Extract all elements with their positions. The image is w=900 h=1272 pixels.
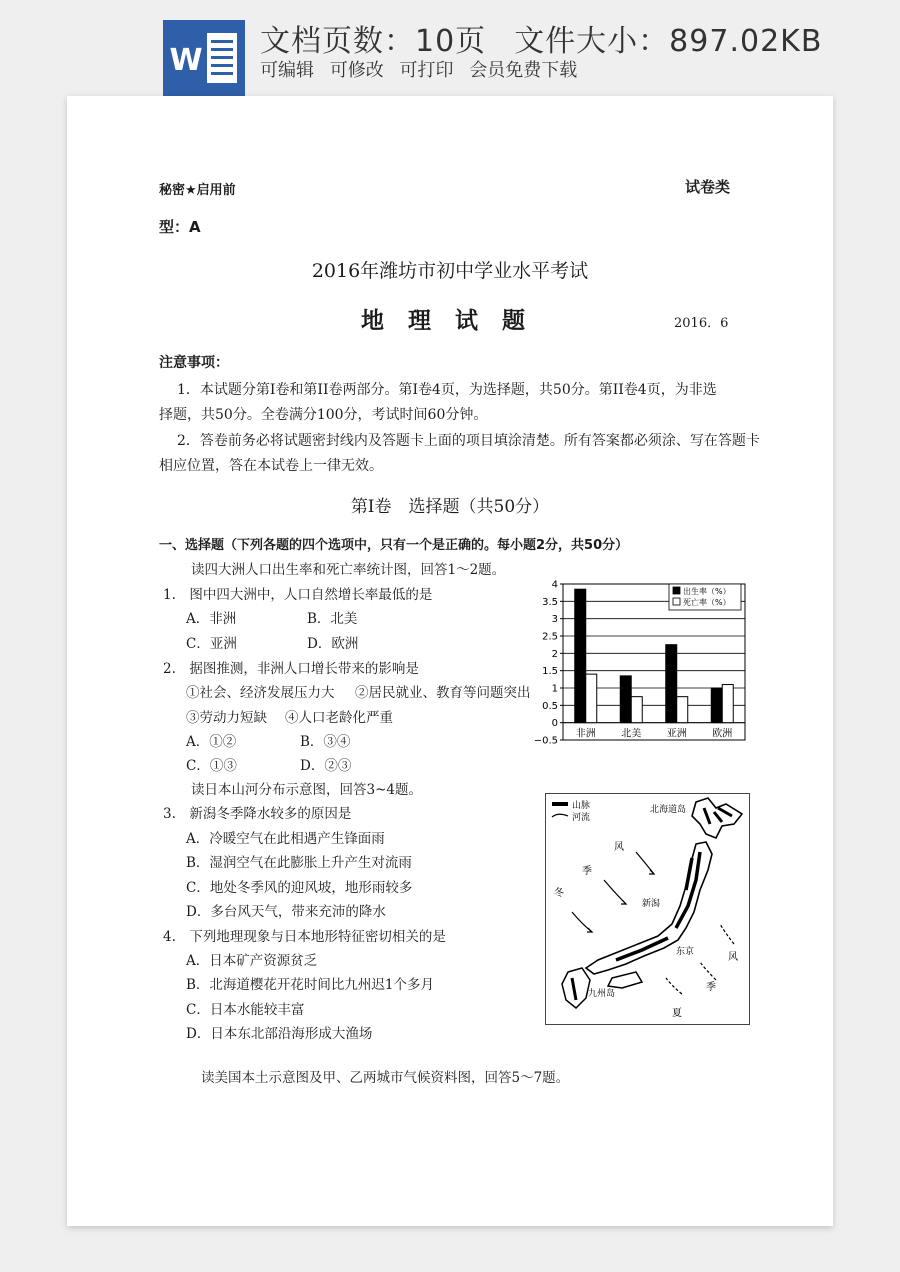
chart-category-label: 欧洲 xyxy=(712,728,733,740)
chart-y-tick-label: 0 xyxy=(551,718,558,730)
question-3: 3. 新潟冬季降水较多的原因是 xyxy=(163,806,352,822)
chart-y-tick-label: 4 xyxy=(551,579,558,591)
q2-option-a: A．①② xyxy=(186,734,237,750)
chart-bar xyxy=(677,697,688,723)
q3-option-c: C．地处冬季风的迎风坡，地形雨较多 xyxy=(186,880,413,896)
intro-q3-4: 读日本山河分布示意图，回答3~4题。 xyxy=(191,782,422,798)
paper-type-a: 试卷类 xyxy=(685,178,731,196)
chart-bar xyxy=(711,688,722,723)
intro-q1-2: 读四大洲人口出生率和死亡率统计图，回答1～2题。 xyxy=(191,562,506,578)
q2-option-d: D．②③ xyxy=(300,758,352,774)
winter-monsoon-arrowhead xyxy=(621,900,626,904)
legend-mountain: 山脉 xyxy=(572,801,591,811)
chart-bar xyxy=(620,676,631,723)
chart-y-tick-label: 2.5 xyxy=(542,631,558,643)
summer-monsoon-char: 风 xyxy=(728,952,738,963)
q2-statement-1: ①社会、经济发展压力大 xyxy=(186,685,335,701)
feature-editable: 可编辑 xyxy=(260,60,314,81)
chart-y-tick-label: 1 xyxy=(551,683,558,695)
river-legend-symbol xyxy=(552,814,568,817)
feature-printable: 可打印 xyxy=(399,60,454,81)
chart-bar xyxy=(722,685,733,723)
winter-monsoon-char: 季 xyxy=(582,866,592,877)
exam-title: 2016年潍坊市初中学业水平考试 xyxy=(311,260,589,282)
q1-option-d: D．欧洲 xyxy=(307,636,359,652)
shikoku-island xyxy=(608,972,642,988)
intro-q5-7: 读美国本土示意图及甲、乙两城市气候资料图，回答5～7题。 xyxy=(201,1070,570,1086)
document-info-banner xyxy=(0,0,900,96)
notice-2-line-2: 相应位置，答在本试卷上一律无效。 xyxy=(159,458,383,474)
section-1-heading: 一、选择题（下列各题的四个选项中，只有一个是正确的。每小题2分，共50分） xyxy=(159,538,629,553)
summer-monsoon-arrow xyxy=(700,962,716,980)
q3-option-a: A．冷暖空气在此相遇产生锋面雨 xyxy=(186,831,385,847)
chart-legend-swatch xyxy=(673,598,680,605)
chart-y-tick-label: 1.5 xyxy=(542,666,558,678)
q3-option-b: B．湿润空气在此膨胀上升产生对流雨 xyxy=(186,855,412,871)
notice-1-line-1: 1．本试题分第Ⅰ卷和第II卷两部分。第Ⅰ卷4页，为选择题，共50分。第II卷4页，为非选 xyxy=(177,382,717,398)
paper-type-b: 型：A xyxy=(159,218,201,236)
q2-option-b: B．③④ xyxy=(300,734,351,750)
chart-category-label: 北美 xyxy=(621,728,642,740)
chart-bar xyxy=(586,674,597,723)
document-page xyxy=(67,96,833,1226)
notice-title: 注意事项： xyxy=(159,355,229,371)
q1-option-b: B．北美 xyxy=(307,611,358,627)
chart-y-tick-label: 3.5 xyxy=(542,596,558,608)
label-niigata: 新潟 xyxy=(642,899,661,909)
birth-death-rate-chart xyxy=(531,578,753,756)
chart-y-tick-label: 0.5 xyxy=(542,700,558,712)
banner-title xyxy=(260,16,822,60)
q4-option-b: B．北海道樱花开花时间比九州迟1个多月 xyxy=(186,977,435,993)
subject-title: 地 理 试 题 xyxy=(361,307,534,334)
chart-legend-label: 死亡率（%） xyxy=(683,598,731,607)
word-document-icon xyxy=(163,20,245,96)
winter-monsoon-char: 冬 xyxy=(554,888,564,899)
question-1: 1. 图中四大洲中，人口自然增长率最低的是 xyxy=(163,587,433,603)
summer-monsoon-arrow xyxy=(666,978,682,994)
label-hokkaido: 北海道岛 xyxy=(650,805,687,815)
chart-bar xyxy=(666,645,677,723)
secret-label: 秘密★启用前 xyxy=(159,183,236,198)
japan-map-drawing xyxy=(546,794,749,1024)
exam-date: 2016．6 xyxy=(674,316,729,331)
q4-option-a: A．日本矿产资源贫乏 xyxy=(186,953,318,969)
winter-monsoon-char: 风 xyxy=(614,842,624,853)
q2-statement-4: ④人口老龄化严重 xyxy=(285,710,393,726)
q1-option-a: A．非洲 xyxy=(186,611,237,627)
summer-monsoon-char: 季 xyxy=(706,982,716,993)
chart-bar xyxy=(575,589,586,722)
q4-option-c: C．日本水能较丰富 xyxy=(186,1002,305,1018)
summer-monsoon-arrow xyxy=(720,924,734,944)
summer-monsoon-char: 夏 xyxy=(672,1008,682,1019)
chart-legend-swatch xyxy=(673,587,680,594)
page-count: 文档页数：10页 xyxy=(260,24,487,59)
q1-option-c: C．亚洲 xyxy=(186,636,237,652)
japan-map xyxy=(545,793,750,1025)
label-kyushu: 九州岛 xyxy=(588,989,616,999)
q3-option-d: D．多台风天气，带来充沛的降水 xyxy=(186,904,386,920)
legend-river: 河流 xyxy=(572,813,591,823)
question-2: 2. 据图推测，非洲人口增长带来的影响是 xyxy=(163,661,419,677)
q2-option-c: C．①③ xyxy=(186,758,237,774)
q4-option-d: D．日本东北部沿海形成大渔场 xyxy=(186,1026,373,1042)
notice-2-line-1: 2．答卷前务必将试题密封线内及答题卡上面的项目填涂清楚。所有答案都必须涂、写在答题卡 xyxy=(177,433,760,449)
file-size: 文件大小：897.02KB xyxy=(514,24,823,59)
chart-y-tick-label: 3 xyxy=(551,614,558,626)
question-4: 4. 下列地理现象与日本地形特征密切相关的是 xyxy=(163,929,446,945)
kyushu-island xyxy=(562,968,590,1008)
feature-member-download: 会员免费下载 xyxy=(469,60,578,81)
chart-category-label: 非洲 xyxy=(575,728,596,740)
feature-list xyxy=(260,56,587,82)
chart-y-tick-label: 2 xyxy=(551,648,558,660)
chart-legend-label: 出生率（%） xyxy=(683,587,731,596)
label-tokyo: 东京 xyxy=(676,947,695,957)
chart-bar xyxy=(631,697,642,723)
word-letter: W xyxy=(169,43,203,78)
feature-modifiable: 可修改 xyxy=(329,60,384,81)
q2-statement-2: ②居民就业、教育等问题突出 xyxy=(355,685,531,701)
chart-category-label: 亚洲 xyxy=(666,728,687,740)
q2-statement-3: ③劳动力短缺 xyxy=(186,710,267,726)
part-1-title: 第Ⅰ卷 选择题（共50分） xyxy=(350,497,550,517)
notice-1-line-2: 择题，共50分。全卷满分100分，考试时间60分钟。 xyxy=(159,407,488,423)
chart-y-tick-label: −0.5 xyxy=(533,735,558,747)
